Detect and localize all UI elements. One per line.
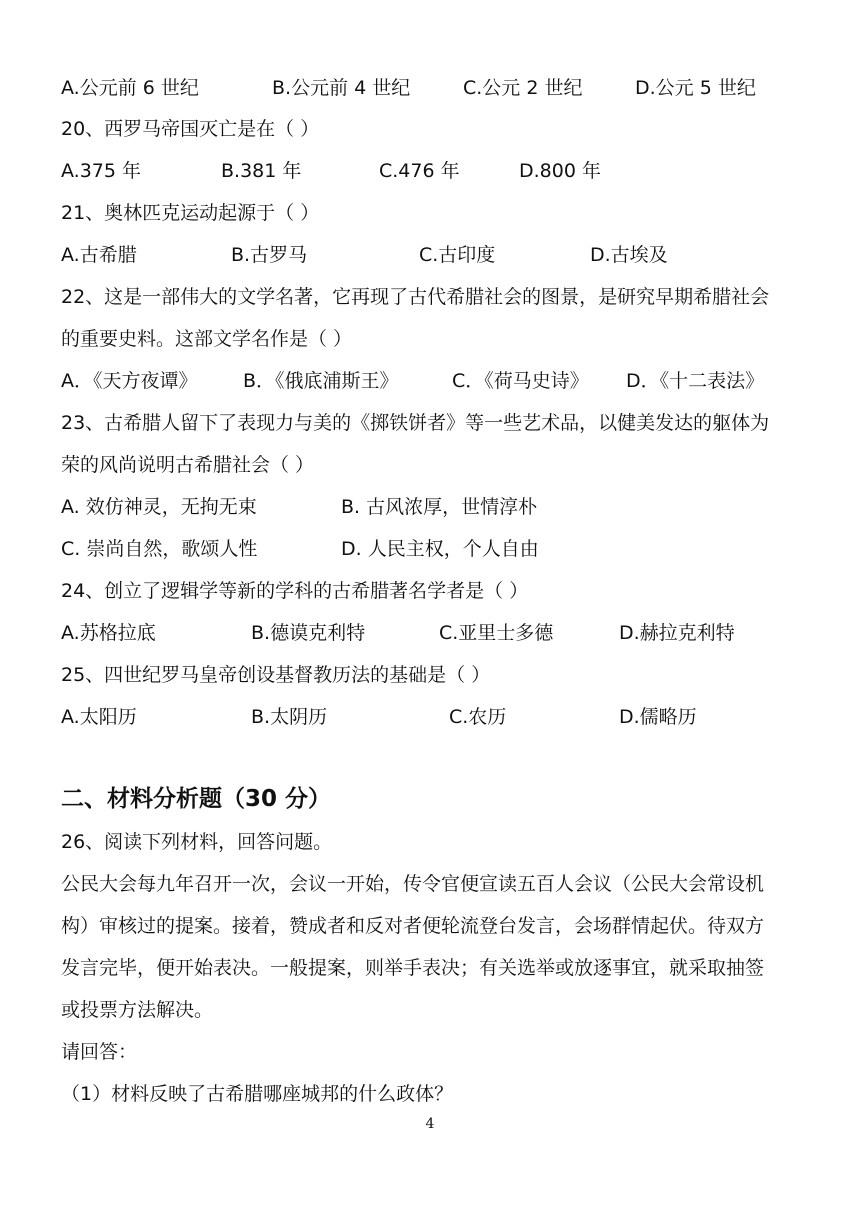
q24-option-a: A.苏格拉底 xyxy=(61,622,156,644)
q22-option-d: D．《十二表法》 xyxy=(626,370,765,392)
q23-option-c: C. 崇尚自然，歌颂人性 xyxy=(61,538,258,560)
q23-stem-line-1: 23、古希腊人留下了表现力与美的《掷铁饼者》等一些艺术品，以健美发达的躯体为 xyxy=(61,412,770,434)
q19-option-a: A.公元前 6 世纪 xyxy=(61,77,199,99)
q23-option-a: A. 效仿神灵，无拘无束 xyxy=(61,496,257,518)
q22-option-a: A．《天方夜谭》 xyxy=(61,370,198,392)
q26-material-line-4: 或投票方法解决。 xyxy=(61,999,214,1021)
q21-option-c: C.古印度 xyxy=(419,244,496,266)
q25-option-a: A.太阳历 xyxy=(61,706,137,728)
q23-stem-line-2: 荣的风尚说明古希腊社会（ ） xyxy=(61,454,315,476)
section-heading: 二、材料分析题（30 分） xyxy=(61,786,332,812)
q20-option-d: D.800 年 xyxy=(519,160,601,182)
q20-option-b: B.381 年 xyxy=(221,160,302,182)
q19-option-d: D.公元 5 世纪 xyxy=(635,77,756,99)
q24-option-c: C.亚里士多德 xyxy=(439,622,554,644)
q20-option-c: C.476 年 xyxy=(379,160,460,182)
q19-option-c: C.公元 2 世纪 xyxy=(463,77,583,99)
q22-stem-line-2: 的重要史料。这部文学名作是（ ） xyxy=(61,328,353,350)
q22-option-b: B．《俄底浦斯王》 xyxy=(243,370,399,392)
q22-stem-line-1: 22、这是一部伟大的文学名著，它再现了古代希腊社会的图景，是研究早期希腊社会 xyxy=(61,286,770,308)
q26-material-line-2: 构）审核过的提案。接着，赞成者和反对者便轮流登台发言，会场群情起伏。待双方 xyxy=(61,915,765,937)
q26-material-line-3: 发言完毕，便开始表决。一般提案，则举手表决；有关选举或放逐事宜，就采取抽签 xyxy=(61,957,765,979)
q24-stem: 24、创立了逻辑学等新的学科的古希腊著名学者是（ ） xyxy=(61,580,529,602)
q21-option-b: B.古罗马 xyxy=(231,244,308,266)
q21-option-a: A.古希腊 xyxy=(61,244,137,266)
q24-option-b: B.德谟克利特 xyxy=(251,622,366,644)
q21-stem: 21、奥林匹克运动起源于（ ） xyxy=(61,202,320,224)
q19-option-b: B.公元前 4 世纪 xyxy=(272,77,411,99)
q26-sub-question-1: （1）材料反映了古希腊哪座城邦的什么政体？ xyxy=(61,1083,454,1105)
q25-option-c: C.农历 xyxy=(449,706,507,728)
q20-stem: 20、西罗马帝国灭亡是在（ ） xyxy=(61,118,320,140)
page-number: 4 xyxy=(425,1116,435,1132)
q22-option-c: C．《荷马史诗》 xyxy=(452,370,589,392)
q23-option-d: D. 人民主权，个人自由 xyxy=(341,538,539,560)
q25-option-b: B.太阴历 xyxy=(251,706,328,728)
q24-option-d: D.赫拉克利特 xyxy=(619,622,735,644)
q25-option-d: D.儒略历 xyxy=(619,706,697,728)
q25-stem: 25、四世纪罗马皇帝创设基督教历法的基础是（ ） xyxy=(61,664,491,686)
q26-material-line-1: 公民大会每九年召开一次，会议一开始，传令官便宣读五百人会议（公民大会常设机 xyxy=(61,873,765,895)
q23-option-b: B. 古风浓厚，世情淳朴 xyxy=(341,496,538,518)
q26-prompt: 请回答： xyxy=(61,1041,138,1063)
q26-stem: 26、阅读下列材料，回答问题。 xyxy=(61,831,333,853)
q20-option-a: A.375 年 xyxy=(61,160,142,182)
q21-option-d: D.古埃及 xyxy=(590,244,668,266)
